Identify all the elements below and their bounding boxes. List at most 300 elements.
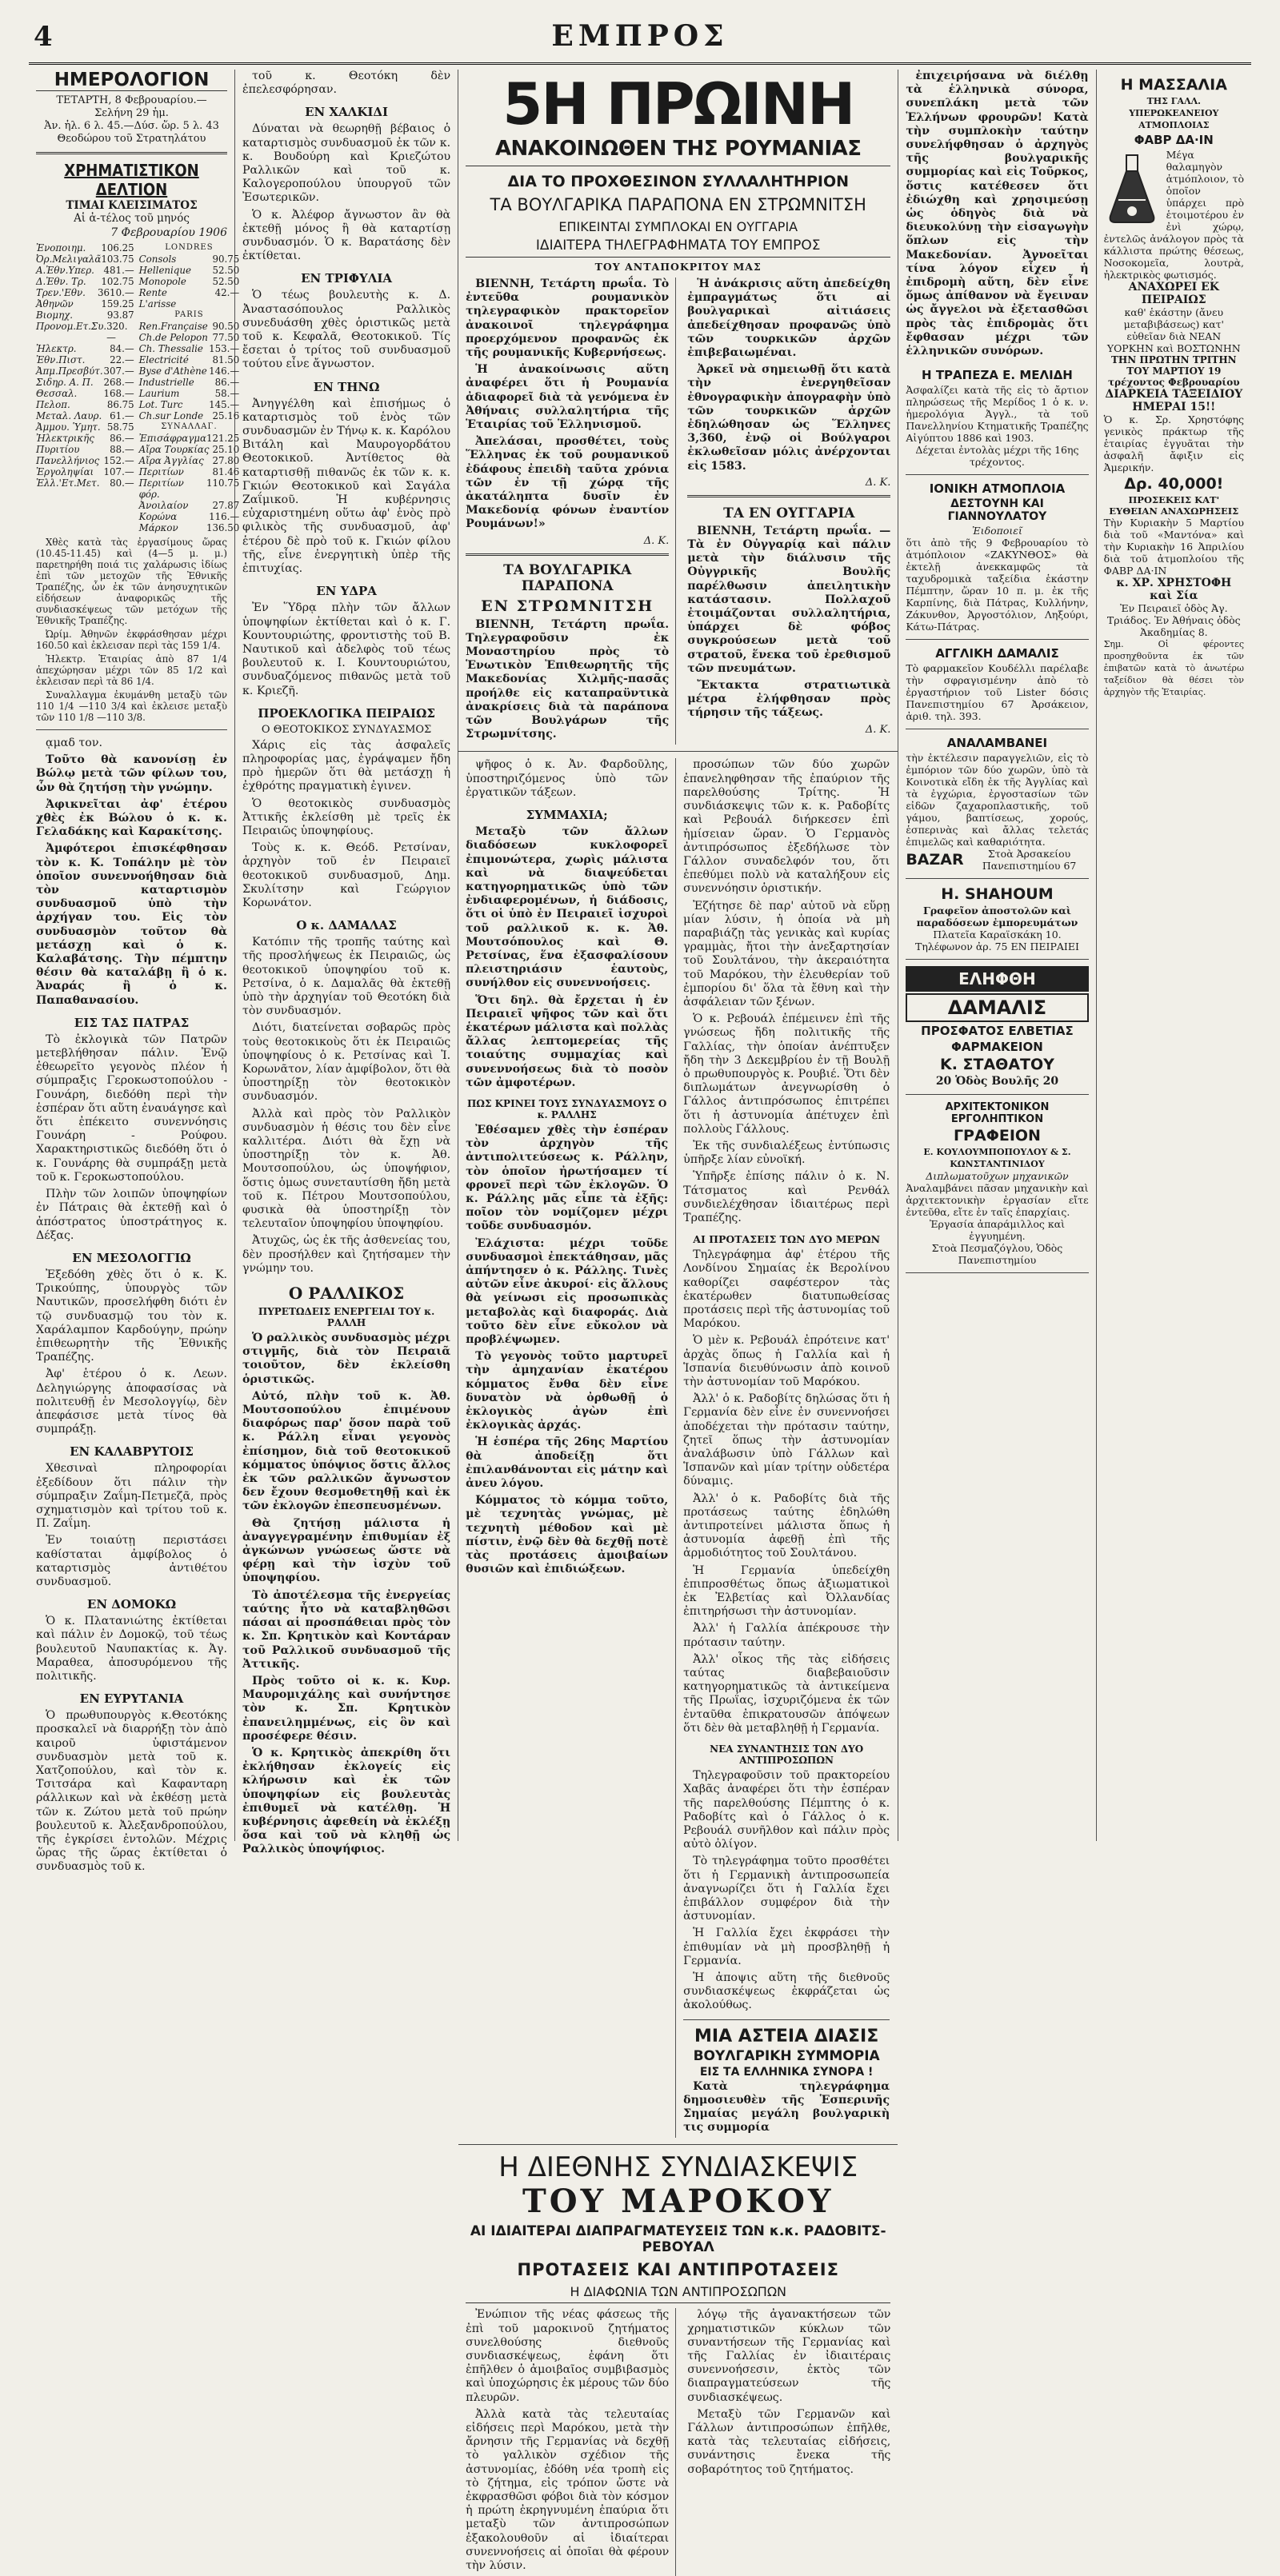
column-4 bbox=[676, 758, 897, 2138]
price-row bbox=[36, 265, 134, 276]
ad-price: Δρ. 40,000! bbox=[1124, 475, 1224, 493]
price-row bbox=[139, 254, 240, 265]
paragraph: Ἀνηγγέλθη καὶ ἐπισήμως ὁ καταρτισμὸς τοῦ ἑνὸς τῶν συνδυασμῶν ἐν Τήνῳ κ. κ. Καρόλου Βιτάλη καὶ Μαυρογορδάτου Θεοτοκικοῦ. Ἀντίθετος θὰ καταρτισθῇ πιθανῶς ἐκ τῶν κ. κ. Γκιών Θεοτοκικοῦ καὶ Σαγάλα Ζαΐμικοῦ. Ἡ κυβέρνησις εὐχαριστημένη οὕτω ἀφ' ἑνὸς πρὸ φιλικὸς τῆς συνδυασμοῦ, ἀφ' ἑτέρου δὲ πρὸ τοῦ κ. Γκιών φίλου τῆς, εἶνε ἐνεργητικὴ ὑπὲρ τῆς ἐπιτυχίας. bbox=[242, 397, 451, 576]
price-value: 77.50 bbox=[212, 332, 240, 343]
paragraph: Ὅτι δηλ. θὰ ἔρχεται ἡ ἐν Πειραιεῖ ψῆφος τῶν καὶ ὅτι ἑκατέρων μάλιστα καὶ πολλὰς ἄλλας λεπτομερείας τῆς τοιαύτης συμμαχίας καὶ συνεννοήσεως διὰ τὸ ποσὸν τῶν ἀμφοτέρων. bbox=[466, 993, 669, 1089]
ad-ionian-steamship bbox=[906, 475, 1088, 640]
price-row bbox=[139, 265, 240, 276]
ad-english-vaccine bbox=[906, 640, 1088, 729]
price-value: 145.— bbox=[209, 399, 240, 410]
price-value: 110.75 bbox=[206, 477, 240, 489]
price-value: 3610.— bbox=[98, 287, 134, 298]
price-row bbox=[139, 522, 240, 533]
morocco-story bbox=[458, 2151, 898, 2576]
price-value: 159.25 bbox=[101, 298, 134, 310]
paragraph: Τὸ ἐκλογικὰ τῶν Πατρῶν μετεβλήθησαν πάλιν. Ἐνῷ ἐθεωρεῖτο γεγονὸς πλέον ἡ σύμπραξις Γεροκωστοπούλου - Γουνάρη, διεδόθη περὶ τὴν ἑσπέραν ὅτι αὕτη ἐναυάγησε καὶ ὅτι ἐπέκειτο συνεννόησις Γουνάρη - Ρούφου. Χαρακτηριστικῶς διεδόθη ὅτι ὁ κ. Γουνάρης θὰ συμπράξῃ μετὰ τοῦ κ. Γεροκωστοπούλου. bbox=[36, 1032, 227, 1184]
price-label: Ἀπμ.Πρεσβύτ. bbox=[36, 365, 103, 377]
divider bbox=[466, 553, 669, 556]
price-row bbox=[36, 276, 134, 287]
price-value: 52.50 bbox=[212, 276, 240, 287]
price-column-right bbox=[139, 242, 240, 533]
ad-title: ΓΡΑΦΕΙΟΝ bbox=[953, 1127, 1041, 1145]
morocco-left bbox=[466, 2308, 676, 2576]
price-value: 86.75 bbox=[106, 399, 134, 410]
ad-title: ΕΛΗΦΘΗ bbox=[906, 966, 1088, 992]
price-row bbox=[139, 354, 240, 365]
paragraph: Χάρις εἰς τὰς ἀσφαλεῖς πληροφορίας μας, ἐγράψαμεν ἤδη πρὸ ἡμερῶν ὅτι θὰ μετάσχῃ ἡ ἐχθρότης πραγματικὴ ἐγινεν. bbox=[242, 738, 451, 793]
paragraph: τοῦ κ. Θεοτόκη δὲν ἐπελεσφόρησαν. bbox=[242, 70, 451, 97]
price-label: Ἐργοληψίαι bbox=[36, 466, 94, 477]
middle-region bbox=[458, 758, 898, 2138]
paragraph: Ὁ κ. Ἀλέφορ ἄγνωστον ἂν θὰ ἐκτεθῇ μόνος ἢ θὰ καταρτίσῃ συνδυασμόν. Ὁ κ. Βαρατάσης δὲν ἐκτίθεται. bbox=[242, 208, 451, 263]
morocco-body bbox=[466, 2308, 890, 2576]
ad-text: Ἀναλαμβάνει πᾶσαν μηχανικὴν καὶ ἀρχιτεκτονικὴν ἐργασίαν εἴτε ἐντεῦθα, εἴτε ἐν ταῖς ἐπαρχίαις. bbox=[906, 1182, 1089, 1219]
calendar-title: ΗΜΕΡΟΛΟΓΙΟΝ bbox=[36, 70, 227, 91]
ad-title: ΠΡΟΣΦΑΤΟΣ ΕΛΒΕΤΙΑΣ bbox=[921, 1024, 1074, 1039]
price-label: Ren.Française bbox=[138, 321, 208, 332]
section-heading: Ο κ. ΔΑΜΑΛΑΣ bbox=[296, 918, 397, 933]
price-row bbox=[139, 388, 240, 399]
paragraph: Ἡ ἑσπέρα τῆς 26ης Μαρτίου θὰ ἀποδείξῃ ὅτι ἐπιλανθάνονται εἰς μάτην καὶ ἀνευ λόγου. bbox=[466, 1436, 669, 1491]
lead-headline: 5Η ΠΡΩΙΝΗ bbox=[502, 70, 854, 138]
price-label: Ἐθν.Πιστ. bbox=[36, 354, 86, 365]
ad-text: τὴν ἐκτέλεσιν παραγγελιῶν, εἰς τὸ ἐμπόριον τῶν δύο χωρῶν, ὑπὸ τὰ Κοινοτικὰ εἴδη ἐκ τῆς Ἀγγλίας καὶ τὰ ἐγχώρια, ἐργοστασίων τῶν εἰδῶν ζαχαροπλαστικῆς, τοῦ γάμου, βαπτίσεως, χορούς, ἑσπερινὰς καὶ ἄλλας τελετάς ἐπιμελῶς καὶ καθαριότητα. bbox=[906, 752, 1089, 849]
section-subheading: ΠΥΡΕΤΩΔΕΙΣ ΕΝΕΡΓΕΙΑΙ ΤΟΥ κ. ΡΑΛΛΗ bbox=[258, 1306, 435, 1329]
price-value: 307.— bbox=[103, 365, 134, 377]
paragraph: Ἡ Γαλλία ἔχει ἐκφράσει τὴν ἐπιθυμίαν νὰ μὴ προσβληθῇ ἡ Γερμανία. bbox=[683, 1927, 890, 1967]
ad-stathatou-pharmacy bbox=[906, 960, 1088, 1095]
paragraph: Ἐν Ὕδρᾳ πλὴν τῶν ἄλλων ὑποψηφίων ἐκτίθεται καὶ ὁ κ. Γ. Κουντουριώτης, φροντιστὴς τοῦ Β. Ναυτικοῦ καὶ ἀδελφὸς τοῦ τέως βουλευτοῦ κ. Ι. Κουντουριώτου, συνδυαζόμενος πιθανῶς μετὰ τοῦ κ. Κριεζῆ. bbox=[242, 601, 451, 697]
price-label: Α.Ἐθν.Υπερ. bbox=[36, 265, 94, 276]
paragraph: Τοῦτο θὰ κανονίσῃ ἐν Βώλῳ μετὰ τῶν φίλων του, ὧν θὰ ζητήσῃ τὴν γνώμην. bbox=[36, 753, 227, 794]
price-row bbox=[36, 310, 134, 321]
section-heading: ΕΝ ΧΑΛΚΙΔΙ bbox=[305, 105, 389, 120]
price-label: Ch.de Pelopon bbox=[138, 332, 208, 343]
paragraph: Ὑπῆρξε ἐπίσης πάλιν ὁ κ. Ν. Τάτσματος καὶ Ρενθάλ συνδιελέχθησαν ἰδιαιτέρως περὶ Τραπέζης. bbox=[683, 1170, 890, 1224]
ad-text: Διπλωματοῦχων μηχανικῶν bbox=[926, 1170, 1069, 1183]
paragraph: Ὁ κ. Κρητικὸς ἀπεκρίθη ὅτι ἐκλήθησαν ἐκλογείς εἰς κλήρωσιν καὶ ἐκ τῶν ὑποψηφίων εἰς βουλευτὰς ἐπιθυμεῖ νὰ κατέλθῃ. Ἡ κυβέρνησις ἀφεθείη νὰ ἐκλέξῃ ὅσα καὶ τοῦ νὰ κληθῇ ὡς Ραλλικὸς ὑποψήφιος. bbox=[242, 1746, 451, 1856]
price-value: 103.75 bbox=[101, 254, 134, 265]
paragraph: Κόμματος τὸ κόμμα τοῦτο, μὲ τεχνητὰς γνώμας, μὲ τεχνητὴ μέθοδον καὶ μὲ πίστιν, ἐνῷ δὲν θὰ δεχθῇ ποτὲ τὰς προτάσεις ἀμοιβαίων θυσιῶν καὶ ἐπιδιώξεων. bbox=[466, 1494, 669, 1576]
price-label: Αἴρα Τουρκίας bbox=[138, 444, 210, 455]
divider bbox=[683, 2019, 890, 2020]
paragraph: ΒΙΕΝΝΗ, Τετάρτη πρωΐα. Τηλεγραφοῦσιν ἐκ Μοναστηρίου πρὸς τὸ Ἑνωτικὸν Ἐπιθεωρητῆς τῆς Μακεδονίας Χιλμῆς-πασᾶς προήλθε εἰς καταπραϋντικὰ ἀνακρίσεις διὰ τὰ παράπονα τῶν Βουλγάρων τῆς Στρωμνίτσης. bbox=[466, 617, 670, 741]
paragraph: Πρὸς τοῦτο οἱ κ. κ. Κυρ. Μαυρομιχάλης καὶ συνήντησε τὸν κ. Σπ. Κρητικὸν ἐπανειλημμένως, εἰς ὃν καὶ προσέφερε θέσιν. bbox=[242, 1674, 451, 1743]
price-label: Electricité bbox=[138, 354, 189, 365]
price-row bbox=[36, 365, 134, 377]
price-label: Rente bbox=[138, 287, 167, 298]
paragraph: Ὁ κ. Πλατανιώτης ἐκτίθεται καὶ πάλιν ἐν Δομοκῷ, τοῦ τέως βουλευτοῦ Ναυπακτίας κ. Ἀγ. Μαραθεα, ἀποσυρόμενου τῆς πολιτικῆς. bbox=[36, 1615, 227, 1683]
section-heading: ΕΝ ΔΟΜΟΚΩ bbox=[86, 1597, 177, 1612]
lead-headline-2: ΑΝΑΚΟΙΝΩΘΕΝ ΤΗΣ ΡΟΥΜΑΝΙΑΣ bbox=[466, 137, 890, 166]
paragraph: Αὐτό, πλὴν τοῦ κ. Ἀθ. Μουτσοπούλου ἐπιμένουν διαφόρως παρ' ὅσον παρὰ τοῦ κ. Ράλλη εἶναι γεγονὸς ἐπίσημον, διὰ τοῦ θεοτοκικοῦ κόμματος ὑπόψιος ὅστις ἄλλος ἐκ τῶν ραλλικῶν ἄγνωστον δεν ἔχουν θεσμοθετηθῇ καὶ ἐκ τῶν ἐκλογῶν ἐπεσπευσμένων. bbox=[242, 1389, 451, 1513]
paragraph: Ἀμφότεροι ἐπισκέφθησαν τὸν κ. Κ. Τοπάλην μὲ τὸν ὁποῖον συνεννοήθησαν διὰ τὸν καταρτισμὸν συνδυασμοῦ ὑπὸ τὴν ἀρχήγαν του. Εἰς τὸν συνδυασμὸν τοῦτον θὰ μετάσχῃ καὶ ὁ κ. Καλαβάτσης. Τὴν πέμπτην θέσιν θὰ καταλάβῃ ἢ ὁ κ. Ἀναράς ἢ ὁ κ. Παπαθανασίου. bbox=[36, 842, 227, 1007]
paragraph: Πλὴν τῶν λοιπῶν ὑποψηφίων ἐν Πάτραις θὰ ἐκτεθῇ καὶ ὁ ἀπόστρατος ὑποστράτηγος κ. Δέξας. bbox=[36, 1188, 227, 1242]
bulletin-note: Συναλλαγμα ἐκυμάνθη μεταξὺ τῶν 110 1/4 —110 3/4 καὶ ἐκλεισε μεταξὺ τῶν 110 1/8 —110 3/8. bbox=[36, 689, 227, 723]
paragraph: Κατὰ τηλεγράφημα δημοσιευθὲν τῆς Ἑσπερινῆς Σημαίας μεγάλη βουλγαρικὴ τις συμμορία bbox=[683, 2079, 890, 2135]
lead-body bbox=[466, 278, 890, 745]
price-value: 25.16 bbox=[212, 410, 240, 421]
ad-text: Γραφεῖον ἀποστολῶν καὶ παραδόσεων ἐμπορευμάτων bbox=[916, 905, 1078, 929]
paragraph: προσώπων τῶν δύο χωρῶν ἐπανεληφθησαν τῆς ἐπαύριον τῆς παρελθούσης Τρίτης. Ἡ συνδιάσκεψις τῶν κ. κ. Ραδοβίτς καὶ Ρεβουάλ διήρκεσεν ἐπὶ ἡμίσειαν ὥραν. Ὁ Γερμανὸς ἀντιπρόσωπος ἐξεδήλωσε τὸν Γάλλον συναδελφόν του, ὅτι ἐπεθύμει πολὺ νὰ καταλήξουν εἰς συνεννόησιν ὁριστικήν. bbox=[683, 758, 890, 896]
price-row bbox=[36, 287, 134, 298]
bulletin-sub-2: Αἱ ἀ-τέλος τοῦ μηνός bbox=[74, 212, 190, 225]
price-value: 93.87 bbox=[106, 310, 134, 321]
price-row bbox=[139, 511, 240, 522]
price-label: Μεταλ. Λαυρ. bbox=[36, 410, 102, 421]
price-value: 58.75 bbox=[106, 421, 134, 433]
price-header-paris: PARIS bbox=[174, 310, 204, 319]
paragraph: Ἀπελάσαι, προσθέτει, τοὺς Ἕλληνας ἐκ τοῦ ρουμανικοῦ ἐδάφους ἐπειδὴ ταῦτα χρόνια τῶν ἐν τῇ χώρᾳ τῆς ἀκατάληπτα δυσῖν ἐν Μακεδονίᾳ φόνων ἐναντίον Ρουμάνων!» bbox=[466, 435, 670, 531]
bulletin-sub-1: ΤΙΜΑΙ ΚΛΕΙΣΙΜΑΤΟΣ bbox=[66, 199, 198, 212]
ad-text: Ἐργασία ἀπαράμιλλος καὶ ἐγγυημένη. bbox=[929, 1218, 1066, 1243]
ad-title: BAZAR bbox=[906, 851, 964, 869]
paragraph: Τὸ τηλεγράφημα τοῦτο προσθέτει ὅτι ἡ Γερμανικὴ ἀντιπροσωπεία ἀναγνωρίζει ὅτι ἡ Γαλλία ἔχει ἐπιβάλλον συμφέρον διὰ τὴν ἀστυνομίαν. bbox=[683, 1855, 890, 1923]
price-value: 86.— bbox=[110, 433, 134, 444]
price-label: L'arisse bbox=[138, 298, 177, 310]
section-subheading: Ο ΘΕΟΤΟΚΙΚΟΣ ΣΥΝΔΥΑΣΜΟΣ bbox=[261, 723, 432, 736]
paragraph: Ἀλλ' ὁ κ. Ραδοβίτς δηλώσας ὅτι ἡ Γερμανία δὲν εἶνε ἐν συνεννοήσει ἀποδέχεται τὴν πρότασιν ταύτην, ζητεῖ ὅπως τὴν ἀστυνομίαν ἀναλάβωσιν ὑπὸ Γάλλων καὶ Ἱσπανῶν καὶ μίαν τρίτην οὐδετέρα δύναμις. bbox=[683, 1392, 890, 1488]
price-row bbox=[36, 410, 134, 421]
ad-text: ΠΡΟΣΕΚΕΙΣ ΚΑΤ' ΕΥΘΕΙΑΝ ΑΝΑΧΩΡΗΣΕΙΣ bbox=[1109, 494, 1239, 517]
ad-text: Ε. ΚΟΥΛΟΥΜΠΟΠΟΥΛΟΥ & Σ. ΚΩΝΣΤΑΝΤΙΝΙΔΟΥ bbox=[923, 1147, 1071, 1170]
morocco-headline-2: ΤΟΥ ΜΑΡΟΚΟΥ bbox=[522, 2183, 834, 2221]
paragraph: Ὁ θεοτοκικὸς συνδυασμὸς Ἀττικῆς ἐκλείσθη μὲ τρεῖς ἐκ Πειραιῶς ὑποψηφίους. bbox=[242, 797, 451, 837]
price-value: 25.10 bbox=[212, 444, 240, 455]
paragraph: ψῆφος ὁ κ. Ἀν. Φαρδοῦλης, ὑποστηριζόμενος ὑπὸ τῶν ἐργατικῶν τάξεων. bbox=[466, 758, 669, 799]
paragraph: Ὁ ραλλικὸς συνδυασμὸς μέχρι στιγμῆς, διὰ τὸν Πειραιᾶ τοιοῦτον, δὲν ἐκλείσθη ὁριστικῶς. bbox=[242, 1332, 451, 1386]
morocco-headline-5: Η ΔΙΑΦΩΝΙΑ ΤΩΝ ΑΝΤΙΠΡΟΣΩΠΩΝ bbox=[466, 2284, 890, 2303]
ad-melidi-bank bbox=[906, 361, 1088, 475]
signature: Δ. Κ. bbox=[865, 476, 891, 489]
price-label: Ἠλεκτρ. bbox=[36, 343, 77, 354]
price-value: 90.50 bbox=[212, 321, 240, 332]
morocco-right bbox=[687, 2308, 890, 2576]
price-value: 80.— bbox=[110, 477, 134, 489]
price-value: 90.75 bbox=[212, 254, 240, 265]
price-label: Ἐπισάφραγμα bbox=[138, 433, 206, 444]
section-heading: ΤΑ ΒΟΥΛΓΑΡΙΚΑ ΠΑΡΑΠΟΝΑ bbox=[503, 561, 632, 594]
paragraph: Μεταξὺ τῶν Γερμανῶν καὶ Γάλλων ἀντιπροσώπων ἐπῆλθε, κατὰ τὰς τελευταίας εἰδήσεις, συνάντησις ἔνεκα τῆς σοβαρότητος τοῦ ζητήματος. bbox=[687, 2407, 891, 2476]
paragraph: Τὸ ἀποτέλεσμα τῆς ἐνεργείας ταύτης ἦτο νὰ καταβληθῶσι πάσαι αἱ προσπάθειαι πρὸς τὸν κ. Σπ. Κρητικὸν καὶ Κοντάραν τοῦ Ραλλικοῦ συνδυασμοῦ τῆς Ἀττικῆς. bbox=[242, 1588, 451, 1671]
ad-text: Στοὰ Ἀρσακείου Πανεπιστημίου 67 bbox=[982, 848, 1077, 873]
price-label: Byse d'Athène bbox=[138, 365, 207, 377]
price-label: Περιτίων bbox=[138, 466, 184, 477]
price-label: Ἀθηνῶν bbox=[36, 298, 74, 310]
section-heading: ΤΑ ΕΝ ΟΥΓΓΑΡΙΑ bbox=[723, 505, 855, 521]
price-row bbox=[139, 500, 240, 511]
divider bbox=[36, 729, 227, 730]
ad-architecture-office bbox=[906, 1095, 1088, 1273]
ad-text: Ἐιδοποιεῖ bbox=[972, 525, 1022, 537]
price-row bbox=[139, 298, 240, 310]
section-heading: ΕΝ ΥΔΡΑ bbox=[316, 584, 377, 599]
price-value: 153.— bbox=[209, 343, 240, 354]
lead-right bbox=[687, 278, 890, 745]
ad-title: ΑΝΑΛΑΜΒΑΝΕΙ bbox=[946, 736, 1048, 751]
ad-text: Μέγα θαλαμηγὸν ἀτμόπλοιον, τὸ ὁποῖον ὑπάρχει πρὸ ἑτοιμοτέρου ἐν ἐνὶ χώρῳ, ἐντελῶς ἀνάλογον πρὸς τὰ κάλλιστα πρώτης θέσεως, Νοσοκομεῖα, λουτρὰ, ἠλεκτρικὸς φωτισμός. bbox=[1103, 149, 1244, 281]
price-value: 268.— bbox=[103, 377, 134, 388]
section-heading: ΑΙ ΠΡΟΤΑΣΕΙΣ ΤΩΝ ΔΥΟ ΜΕΡΩΝ bbox=[693, 1233, 881, 1246]
price-label: Θεσσαλ. bbox=[36, 388, 78, 399]
lead-headline-6: ΙΔΙΑΙΤΕΡΑ ΤΗΛΕΓΡΑΦΗΜΑΤΑ ΤΟΥ ΕΜΠΡΟΣ bbox=[466, 238, 890, 258]
price-value: 88.— bbox=[110, 444, 134, 455]
bulletin-title: ΧΡΗΜΑΤΙΣΤΙΚΟΝ ΔΕΛΤΙΟΝ bbox=[64, 161, 199, 199]
price-label: Μάρκον bbox=[138, 522, 178, 533]
ad-text: 20 Ὁδὸς Βουλῆς 20 bbox=[935, 1075, 1059, 1088]
price-value: 106.25 bbox=[101, 242, 134, 254]
ad-text: ΤΗΝ ΠΡΩΤΗΝ ΤΡΙΤΗΝ ΤΟΥ ΜΑΡΤΙΟΥ 19 τρέχοντος Φεβρουαρίου bbox=[1108, 354, 1240, 388]
paragraph: Τοὺς κ. κ. Θεόδ. Ρετσίναν, ἀρχηγὸν τοῦ ἐν Πειραιεῖ θεοτοκικοῦ συνδυασμοῦ, Δημ. Σκυλίτσην καὶ Γεώργιον Κορωνάτον. bbox=[242, 841, 451, 909]
price-row bbox=[36, 354, 134, 365]
bulletin-date: 7 Φεβρουαρίου 1906 bbox=[110, 226, 227, 239]
ad-title: Κ. ΣΤΑΘΑΤΟΥ bbox=[939, 1056, 1054, 1074]
price-row bbox=[139, 276, 240, 287]
paragraph: Τὸ γεγονὸς τοῦτο μαρτυρεῖ τὴν ἀμηχανίαν ἑκατέρου κόμματος ἔνθα δὲν εἶνε δυνατὸν νὰ ὀρθωθῇ ὁ ἐκλογικὸς ἀγὼν ἐπὶ ἐκλογικὰς ἀρχάς. bbox=[466, 1350, 669, 1432]
price-value: 116.— bbox=[209, 511, 240, 522]
bulletin-note: Ὠρίμ. Ἀθηνῶν ἐκφράσθησαν μέχρι 160.50 καὶ ἐκλεισαν περὶ τὰς 159 1/4. bbox=[36, 629, 227, 651]
paragraph: Ἀτυχῶς, ὡς ἐκ τῆς ἀσθενείας του, δὲν προσήλθεν καὶ ζητήσαμεν τὴν γνώμην του. bbox=[242, 1234, 451, 1275]
price-row bbox=[36, 343, 134, 354]
section-heading: ΕΝ ΣΤΡΩΜΝΙΤΣΗ bbox=[481, 597, 654, 615]
price-label: Ἀνοιλαίον bbox=[138, 500, 189, 511]
paragraph: Χθεσιναὶ πληροφορίαι ἐξεδίδουν ὅτι πάλιν τὴν σύμπραξιν Ζαΐμη-Πετμεζᾶ, πρὸς σχηματισμὸν καὶ τρίτου τοῦ κ. Π. Ζαΐμη. bbox=[36, 1462, 227, 1531]
lead-headline-7: ΤΟΥ ΑΝΤΑΠΟΚΡΙΤΟΥ ΜΑΣ bbox=[594, 261, 762, 273]
ad-title: ΦΑΒΡ ΔΑ·ΙΝ bbox=[1134, 133, 1214, 147]
section-heading: ΕΝ ΚΑΛΑΒΡΥΤΟΙΣ bbox=[70, 1444, 194, 1460]
price-row bbox=[139, 444, 240, 455]
ad-text: Ἀσφαλίζει κατὰ τῆς εἰς τὸ ἄρτιον πληρώσεως τῆς Μερίδος 1 ὁ κ. ν. ἡμερολόγια Ἀγγλ., τὰ τοῦ Πανελληνίου Κτηματικῆς Τραπέζης Αἰγύπτου 1886 καὶ 1903. bbox=[906, 384, 1089, 445]
section-heading: ΠΩΣ ΚΡΙΝΕΙ ΤΟΥΣ ΣΥΝΔΥΑΣΜΟΥΣ Ο κ. ΡΑΛΛΗΣ bbox=[466, 1097, 667, 1120]
section-heading: ΕΝ ΤΡΙΦΥΛΙΑ bbox=[301, 271, 393, 286]
column-6 bbox=[1097, 70, 1251, 1841]
column-5 bbox=[898, 70, 1096, 1841]
price-row bbox=[36, 399, 134, 410]
paragraph: Ἐξεδόθη χθὲς ὅτι ὁ κ. Κ. Τρικούπης, ὑπουργὸς τῶν Ναυτικῶν, προσελήφθη διότι ἐν τῷ συνδυασμῷ του τὸν κ. Χαράλαμπον Καρδούγην, πρώην ἐπιθεωρητὴν τῆς Ἐθνικῆς Τραπέζης. bbox=[36, 1268, 227, 1364]
paragraph: Ἀλλ' οἶκος τῆς τὰς εἰδήσεις ταύτας διαβεβαιοῦσιν κατηγορηματικῶς τὰ ἀντικείμενα τῆς Πρωΐας, ἰσχυριζόμενα ἐκ τῶν ἐνταῦθα ἐπικρατουσῶν ἀπόψεων ὅτι δὲν θὰ μεταβληθῇ ἡ Γερμανία. bbox=[683, 1652, 890, 1735]
paragraph: Ἀλλὰ καὶ πρὸς τὸν Ραλλικὸν συνδυασμὸν ἡ θέσις του δὲν εἶνε καλλιτέρα. Διότι θὰ ἔχῃ νὰ ὑποστηρίξῃ τὸν κ. Ἀθ. Μουτσοπούλου, ὡς ὑποψήφιον, ὅστις ὁμως συνεταυτίσθη ἤδη μετὰ τοῦ κ. Πέτρου Μουτσοπούλου, φυσικὰ θὰ ὑποστηρίξῃ τὸν τελευταῖον ὑποψηφίου ὑποψηφίου. bbox=[242, 1107, 451, 1231]
price-value: 27.80 bbox=[212, 455, 240, 466]
paragraph: ᾳμαδ τον. bbox=[46, 737, 102, 749]
ad-text: καθ' ἑκάστην (ἄνευ μεταβιβάσεως) κατ' εὐθεῖαν διὰ ΝΕΑΝ ΥΟΡΚΗΝ καὶ ΒΟΣΤΩΝΗΝ bbox=[1106, 306, 1241, 354]
price-row bbox=[139, 332, 240, 343]
section-heading: ΜΙΑ ΑΣΤΕΙΑ ΔΙΑΣΙΣ bbox=[694, 2026, 879, 2047]
price-row bbox=[139, 287, 240, 298]
section-heading: ΝΕΑ ΣΥΝΑΝΤΗΣΙΣ ΤΩΝ ΔΥΟ ΑΝΤΙΠΡΟΣΩΠΩΝ bbox=[710, 1743, 864, 1767]
paragraph: Θὰ ζητήσῃ μάλιστα ἡ ἀναγγεγραμένην ἐπιθυμίαν ἐξ ἀγκώνων γνώσεως ὥστε νὰ φέρῃ καὶ τὴν ἰσχὺν τοῦ ὑποψηφίου. bbox=[242, 1516, 451, 1585]
price-row bbox=[139, 477, 240, 500]
price-row bbox=[36, 388, 134, 399]
section-heading: ΕΝ ΜΕΣΟΛΟΓΓΙΩ bbox=[72, 1250, 191, 1265]
price-label: Laurium bbox=[138, 388, 180, 399]
lead-headline-4: ΤΑ ΒΟΥΛΓΑΡΙΚΑ ΠΑΡΑΠΟΝΑ ΕΝ ΣΤΡΩΜΝΙΤΣΗ bbox=[490, 195, 866, 214]
price-group-london bbox=[139, 254, 240, 310]
paragraph: Ὁ τέως βουλευτὴς κ. Δ. Ἀναστασόπουλος Ραλλικὸς συνεδυάσθη χθὲς ὁριστικῶς μετὰ τοῦ κ. Κεφαλᾶ, Θεοτοκικοῦ. Τίς ἔσεται ὁ τρίτος τοῦ συνδυασμοῦ τούτου εἶνε ἄγνωστον. bbox=[242, 289, 451, 371]
ad-text: Ἐν Πειραιεῖ ὁδὸς Ἀγ. Τριάδος. Ἐν Ἀθήναις ὁδὸς Ἀκαδημίας 8. bbox=[1106, 602, 1241, 638]
price-label: Πελοπ. bbox=[36, 399, 70, 410]
paragraph: Ἡ ἀποψις αὕτη τῆς διεθνοῦς συνδιασκέψεως ἐκφράζεται ὡς ἀκολούθως. bbox=[683, 1971, 890, 2012]
price-label: Πανελλήνιος bbox=[36, 455, 100, 466]
price-group-paris bbox=[139, 321, 240, 421]
price-value: 136.50 bbox=[206, 522, 240, 533]
price-label: Ἑλλ.'Ετ.Μετ. bbox=[36, 477, 100, 489]
lead-story bbox=[458, 70, 898, 745]
price-value: 52.50 bbox=[212, 265, 240, 276]
price-row bbox=[36, 377, 134, 388]
price-column-left bbox=[36, 242, 134, 533]
price-label: Δ.Ἐθν. Τρ. bbox=[36, 276, 86, 287]
ad-text: Σημ. Οἱ φέροντες προσηχθοῦντα ἐκ τῶν ἐπιβατῶν κατὰ τὸ ἀνωτέρω ταξείδιον θὰ θέσει τὸν ἀρχηγὸν τῆς Ἑταιρίας. bbox=[1103, 639, 1244, 697]
paragraph: Ἡ ἀνάκρισις αὕτη ἀπεδείχθη ἐμπραγμάτως ὅτι αἱ βουλγαρικαὶ αἰτιάσεις ἀπεδείχθησαν προφανῶς ὑπὸ τῶν τουρκικῶν ἀρχῶν ἐπιβεβαιωμέναι. bbox=[687, 278, 891, 360]
price-value: 107.— bbox=[103, 466, 134, 477]
price-label: Προνομ.Ετ.Συ. bbox=[36, 321, 107, 332]
ad-title: ΙΟΝΙΚΗ ΑΤΜΟΠΛΟΙΑ bbox=[929, 481, 1066, 497]
ad-title: Η ΤΡΑΠΕΖΑ Ε. ΜΕΛΙΔΗ bbox=[922, 368, 1073, 383]
price-row bbox=[139, 343, 240, 354]
paragraph: Ὁ κ. Ρεβουάλ ἐπέμεινεν ἐπὶ τῆς γνώσεως ἤδη πολιτικῆς τῆς Γαλλίας, τὴν ὁποίαν ἀνέπτυξεν ἤδη τὴν 3 Δεκεμβρίου ἐν τῇ Βουλῇ ὁ πρωθυπουργὸς κ. Ρουβιέ. Ὅτι δὲν διπλωμάτων ἀνεγνωρίσθη ὁ Γάλλος ἀντιπρόσωπος ἐπιτρέπει ὅτι ἡ ἀστυνομία ἀπέτυχεν ἐπὶ πολλοὺς Γάλλους. bbox=[683, 1012, 890, 1136]
price-value: 27.87 bbox=[212, 500, 240, 511]
ad-text: ΑΝΑΧΩΡΕΙ ΕΚ ΠΕΙΡΑΙΩΣ bbox=[1128, 281, 1219, 306]
price-row bbox=[139, 466, 240, 477]
price-value: 320.— bbox=[106, 321, 128, 343]
price-label: Ἠλεκτρικῆς bbox=[36, 433, 94, 444]
price-row bbox=[36, 466, 134, 477]
price-row bbox=[36, 455, 134, 466]
price-value: 146.— bbox=[209, 365, 240, 377]
price-value: 102.75 bbox=[101, 276, 134, 287]
paragraph: Διότι, διατείνεται σοβαρῶς πρὸς τοὺς θεοτοκικοὺς ὅτι ἐκ Πειραιῶς ὑποψηφίους ὁ κ. Ρετσίνας καὶ Ἰ. Κορωνᾶτον, λίαν ἀμφίβολον, ὅτι θὰ ὑποστηρίξῃ τὸν θεοτοκικὸν συνδυασμόν. bbox=[242, 1021, 451, 1104]
price-label: Πυριτίου bbox=[36, 444, 80, 455]
columns bbox=[29, 70, 1251, 2573]
price-value: 121.25 bbox=[206, 433, 240, 444]
price-row bbox=[139, 365, 240, 377]
morocco-headline-4: ΠΡΟΤΑΣΕΙΣ ΚΑΙ ΑΝΤΙΠΡΟΤΑΣΕΙΣ bbox=[517, 2260, 839, 2280]
paragraph: Ἐλάχιστα: μέχρι τοῦδε συνδυασμοὶ ἐπεκτάθησαν, μᾶς ἀπήντησεν ὁ κ. Ράλλης. Τινὲς αὐτῶν εἶνε ἀκυροί· εἰς ἄλλους θὰ γείνωσι εἰς προσωπικὰς μεταβολὰς καὶ διαφοράς. Διὰ τοῦτο δὲν εἶνε εὔκολον νὰ προβλέψωμεν. bbox=[466, 1236, 669, 1346]
paragraph: ἐπιχειρήσανα νὰ διέλθῃ τὰ ἑλληνικὰ σύνορα, συνεπλάκη μετὰ τῶν Ἑλλήνων φρουρῶν! Κατὰ τὴν συμπλοκὴν ταύτην συνελήφθησαν ὁ ἀρχηγὸς τῆς βουλγαρικῆς συμμορίας καὶ εἰς Τοῦρκος, ὅστις κατέθεσεν ὅτι ἐδιώχθη καὶ χρησιμεύσῃ ὡς ὁδηγὸς διὰ νὰ διευκολύνῃ τὴν εἰσαγωγὴν ὅπλων εἰς τὴν Μακεδονίαν. Ἀγνοεῖται τίνα λόγον εἶχεν ἡ ἐπιδρομὴ αὕτη, δὲν εἶνε ὅμως ἀπίθανον νὰ ἔγειναν ὡς ἄγγελοι νὰ ἐξετασθῶσι πρὸς τὰς ἐπιδρομὰς ὅτι ἔφθασαν μέχρι τῶν ἑλληνικῶν συνόρων. bbox=[906, 70, 1089, 358]
bulletin-note: Ἠλεκτρ. Ἑταιρίας ἀπὸ 87 1/4 ἀπεχώρησαν μέχρι τῶν 85 1/2 καὶ ἐκλεισαν περὶ τὰ 86 1/4. bbox=[36, 653, 227, 687]
divider bbox=[36, 152, 227, 154]
paragraph: Ἐν τοιαύτῃ περιστάσει καθίσταται ἀμφίβολος ὁ καταρτισμὸς ἀντιθέτου συνδυασμοῦ. bbox=[36, 1534, 227, 1588]
paragraph: Ἐθέσαμεν χθὲς τὴν ἑσπέραν τὸν ἀρχηγὸν τῆς ἀντιπολιτεύσεως κ. Ράλλην, τὸν ὁποῖον ἠρωτήσαμεν τί φρονεῖ περὶ τῶν ἐκλογῶν. Ὁ κ. Ράλλης μᾶς εἶπε τὰ ἐξῆς: ποῖον τὸν νομίζομεν μέχρι τοῦδε συνδυασμόν. bbox=[466, 1123, 669, 1233]
section-heading: ΣΥΜΜΑΧΙΑ; bbox=[526, 808, 608, 823]
paragraph: ΒΙΕΝΝΗ, Τετάρτη πρωΐα. —Τὰ ἐν Οὐγγαρίᾳ καὶ πάλιν μετὰ τὴν διάλυσιν τῆς Οὐγγρικῆς Βουλῆς παρέλθωσιν ἀπειλητικὴν κατάστασιν. Πολλαχοῦ ἐτοιμάζονται συλλαλητήρια, ὑπάρχει δὲ φόβος συγκρούσεων μετὰ τοῦ στρατοῦ, ἕνεκα τοῦ ἐρεθισμοῦ τῶν πνευμάτων. bbox=[687, 524, 891, 675]
lead-headline-5: ΕΠΙΚΕΙΝΤΑΙ ΣΥΜΠΛΟΚΑΙ ΕΝ ΟΥΓΓΑΡΙΑ bbox=[558, 219, 798, 234]
section-heading: ΕΙΣ ΤΑ ΕΛΛΗΝΙΚΑ ΣΥΝΟΡΑ ! bbox=[699, 2065, 874, 2079]
morocco-headline-1: Η ΔΙΕΘΝΗΣ ΣΥΝΔΙΑΣΚΕΨΙΣ bbox=[498, 2151, 858, 2184]
paragraph: Δύναται νὰ θεωρηθῇ βέβαιος ὁ καταρτισμὸς συνδυασμοῦ ἐκ τῶν κ. κ. Βουδούρη καὶ Κριεζώτου Ραλλικῶν καὶ τοῦ κ. Καλογεροπούλου ὑπουργοῦ τῶν Ἐσωτερικῶν. bbox=[242, 122, 451, 205]
paragraph: Ἀλλὰ κατὰ τὰς τελευταίας εἰδήσεις περὶ Μαρόκου, μετὰ τὴν ἄρνησιν τῆς Γερμανίας νὰ δεχθῇ τὸ γαλλικὸν σχέδιον τῆς ἀστυνομίας, ἐδόθη νέα τροπὴ εἰς τὸ ζήτημα, εἰς τρόπον ὥστε νὰ ἐκφρασθῶσι φόβοι διὰ τὸν κόσμον ἡ πρώτη ἐκρηγνυμένη ἐπαύρια ὅτι μεταξὺ τῶν ἀντιπροσώπων ἐξακολουθοῦν αἱ ἰδιαίτεραι συνεννοήσεις αἱ ὁποῖαι θὰ φέρουν τὴν λύσιν. bbox=[466, 2407, 670, 2573]
price-row bbox=[36, 433, 134, 444]
ad-bazar-line bbox=[906, 848, 1088, 872]
signature: Δ. Κ. bbox=[643, 534, 670, 547]
divider bbox=[458, 751, 898, 752]
calendar-line-1: ΤΕΤΑΡΤΗ, 8 Φεβρουαρίου.— Σελήνη 29 ἡμ. bbox=[56, 94, 207, 119]
ad-text: Ὁ κ. Σρ. Χρηστόφης γενικὸς πράκτωρ τῆς ἑταιρίας ἐγγυᾶται τὴν ἀσφαλῆ ἄφιξιν εἰς Ἀμερικήν. bbox=[1103, 413, 1244, 473]
price-label: Αἴρα Ἀγγλίας bbox=[138, 455, 204, 466]
paragraph: Ἐνώπιον τῆς νέας φάσεως τῆς ἐπὶ τοῦ μαροκινοῦ ζητήματος συνελθούσης διεθνοῦς συνδιασκέψεως, ἐφάνη ὅτι ἐπῆλθεν ὁ ἀμοιβαῖος συμβιβασμὸς καὶ ὑποχώρησις ἐκ μέρους τῶν δύο πλευρῶν. bbox=[466, 2308, 670, 2404]
ad-text: ὅτι ἀπὸ τῆς 9 Φεβρουαρίου τὸ ἀτμόπλοιον «ΖΑΚΥΝΘΟΣ» θὰ ἐκτελῇ ἀνεκκαμφῶς τὰ ταχυδρομικὰ ταξείδια ἑκάστην Πέμπτην, ὥραν 10 π. μ. ἐκ τῆς Καρπίνης, διὰ Πάτρας, Κυλλήνην, Ζάκυνθον, Ἀργοστόλιον, Ληξούρι, Κάτω-Πάτρας. bbox=[906, 537, 1089, 633]
price-label: Lot. Turc bbox=[138, 399, 183, 410]
ad-title: ΑΓΓΛΙΚΗ ΔΑΜΑΛΙΣ bbox=[935, 646, 1059, 661]
ad-text: Δέχεται ἐντολὰς μέχρι τῆς 16ης τρέχοντος. bbox=[915, 444, 1079, 469]
price-value: 81.46 bbox=[212, 466, 240, 477]
ad-bazar bbox=[906, 729, 1088, 879]
ad-text: Πλατεῖα Καραϊσκάκη 10. Τηλέφωνον ἀρ. 75 ΕΝ ΠΕΙΡΑΙΕΙ bbox=[914, 929, 1079, 953]
paper-name: ΕΜΠΡΟΣ bbox=[551, 19, 729, 53]
price-label: Ὀρ.Μελιγαλᾶ bbox=[36, 254, 102, 265]
section-heading: Ο ΡΑΛΛΙΚΟΣ bbox=[288, 1284, 405, 1304]
calendar-line-2: Ἀν. ἡλ. 6 λ. 45.—Δύσ. ὥρ. 5 λ. 43 bbox=[44, 120, 219, 132]
price-value: 58.— bbox=[214, 388, 240, 399]
column-3 bbox=[458, 758, 676, 2138]
price-label: Βιομηχ. bbox=[36, 310, 74, 321]
paragraph: Ἐκ τῆς συνδιαλέξεως ἐντύπωσις ὑπῆρξε λίαν εὐνοϊκή. bbox=[683, 1139, 890, 1167]
paragraph: Ἀλλ' ἡ Γαλλία ἀπέκρουσε τὴν πρότασιν ταύτην. bbox=[683, 1622, 890, 1649]
price-row bbox=[36, 421, 134, 433]
calendar-line-3: Θεοδώρου τοῦ Στρατηλάτου bbox=[57, 133, 206, 145]
paragraph: Ὁ μὲν κ. Ρεβουάλ ἐπρότεινε κατ' ἀρχὰς ὅπως ἡ Γαλλία καὶ ἡ Ἱσπανία διευθύνωσιν ἀπὸ κοινοῦ τὴν ἀστυνομίαν τοῦ Μαρόκου. bbox=[683, 1334, 890, 1389]
section-heading: ΠΡΟΕΚΛΟΓΙΚΑ ΠΕΙΡΑΙΩΣ bbox=[258, 705, 435, 721]
divider bbox=[458, 2144, 898, 2145]
paragraph: Ἀφ' ἑτέρου ὁ κ. Λεων. Δεληγιώργης ἀποφασίσας νὰ πολιτευθῇ ἐν Μεσολογγίῳ, δὲν ἀπεφάσισε μετὰ τίνος θὰ συμπράξῃ. bbox=[36, 1368, 227, 1436]
page-number: 4 bbox=[34, 21, 53, 53]
paragraph: ΒΙΕΝΝΗ, Τετάρτη πρωΐα. Τὸ ἐντεῦθα ρουμανικὸν τηλεγραφικὸν πρακτορεῖον ἀνακοινοῖ τηλεγράφημα προερχόμενον προφανῶς ἐκ τῆς ρουμανικῆς Κυβερνήσεως. bbox=[466, 278, 670, 360]
price-label: Industrielle bbox=[138, 377, 194, 388]
price-header-exchange: ΣΥΝΑΛΛΑΓ. bbox=[161, 422, 218, 431]
flask-emblem-icon bbox=[1104, 152, 1160, 226]
price-value: 86.— bbox=[214, 377, 240, 388]
paragraph: Μεταξὺ τῶν ἄλλων διαδόσεων κυκλοφορεῖ ἐπιμονώτερα, χωρὶς μάλιστα καὶ νὰ διαψεύδεται κατηγορηματικῶς ὑπὸ τῶν ἐνδιαφερομένων, ἡ διάδοσις, ὅτι οἱ ὑπὸ ἐν Πειραιεῖ ἰσχυροὶ τοῦ ραλλικοῦ κ. κ. Ἀθ. Μουτσόπουλος καὶ Θ. Ρετσίνας, ἕνα ἐξασφαλίσουν πλειστηριάσιν ἑαυτοὺς, συνήλθον εἰς συνεννοήσεις. bbox=[466, 825, 669, 990]
paragraph: λόγῳ τῆς ἀγανακτήσεων τῶν χρηματιστικῶν κύκλων τῶν συναντήσεων τῆς Γερμανίας καὶ τῆς Γαλλίας ἐν ἰδιαιτέραις συνεννοήσεσιν, ἐκτὸς τῶν διαπραγματεύσεων τῆς συνδιασκέψεως. bbox=[687, 2308, 891, 2404]
ad-text: ΤΗΣ ΓΑΛΛ. ΥΠΕΡΩΚΕΑΝΕΙΟΥ ΑΤΜΟΠΛΟΙΑΣ bbox=[1129, 96, 1219, 130]
price-row bbox=[36, 321, 134, 343]
lead-headline-3: ΔΙΑ ΤΟ ΠΡΟΧΘΕΣΙΝΟΝ ΣΥΛΛΑΛΗΤΗΡΙΟΝ bbox=[507, 173, 850, 190]
price-value: 81.50 bbox=[212, 354, 240, 365]
price-row bbox=[139, 399, 240, 410]
paragraph: Τηλεγραφοῦσιν τοῦ πρακτορείου Χαβᾶς ἀναφέρει ὅτι τὴν ἑσπέραν τῆς παρελθούσης Πέμπτης ὁ κ. Ραδοβίτς καὶ ὁ Γάλλος ὁ κ. Ρεβουάλ συνῆλθον καὶ πάλιν πρὸς αὐτὸ ὀλίγον. bbox=[683, 1769, 890, 1851]
paragraph: Ἀλλ' ὁ κ. Ραδοβίτς διὰ τῆς προτάσεως ταύτης ἐδηλώθη ἀντιπροτείνει μάλιστα ὅπως ἡ ἀστυνομία ἀφεθῇ ἐπὶ τῆς ἀρμοδιότητος τοῦ Σουλτάνου. bbox=[683, 1492, 890, 1560]
price-group-exchange bbox=[139, 433, 240, 533]
center-region bbox=[458, 70, 898, 2573]
column-1 bbox=[29, 70, 240, 1874]
price-row bbox=[36, 444, 134, 455]
ad-massalia bbox=[1104, 70, 1244, 705]
price-label: Consols bbox=[138, 254, 177, 265]
price-row bbox=[36, 477, 134, 489]
ad-shahoum bbox=[906, 879, 1088, 960]
ad-title: ΔΕΣΤΟΥΝΗ ΚΑΙ ΓΙΑΝΝΟΥΛΑΤΟΥ bbox=[947, 497, 1047, 524]
paragraph: Ἡ ἀνακοίνωσις αὕτη ἀναφέρει ὅτι ἡ Ρουμανία ἀδιαφορεῖ διὰ τὰ γενόμενα ἐν Ἀθήναις συλλαλητήρια τῆς Ἑταιρίας τοῦ Ἑλληνισμοῦ. bbox=[466, 363, 670, 432]
ad-text: Τὴν Κυριακὴν 5 Μαρτίου διὰ τοῦ «Μαντόνα» καὶ τὴν Κυριακὴν 16 Ἀπριλίου διὰ τοῦ ἀτμοπλοίου τῆς ΦΑΒΡ ΔΑ·ΙΝ bbox=[1103, 517, 1244, 577]
ad-title: ΑΡΧΙΤΕΚΤΟΝΙΚΟΝ ΕΡΓΟΛΗΠΤΙΚΟΝ bbox=[945, 1101, 1050, 1126]
price-value: 84.— bbox=[110, 343, 134, 354]
paragraph: Ἀφικνεῖται ἀφ' ἑτέρου χθὲς ἐκ Βώλου ὁ κ. κ. Γελαδάκης καὶ Καρακίτσης. bbox=[36, 797, 227, 839]
price-label: Ἐνοποιημ. bbox=[36, 242, 86, 254]
price-value: 61.— bbox=[110, 410, 134, 421]
ad-text: Τὸ φαρμακεῖον Κουδέλλι παρέλαβε τὴν σφραγισμένην ἀπὸ τὸ ἐργαστήριον τοῦ Lister δόσις Πανεπιστημίου 67 Ἀρσάκειον, ἀριθ. τηλ. 393. bbox=[906, 662, 1089, 723]
paragraph: Ἡ Γερμανία ὑπεδείχθη ἐπιπροσθέτως ὅπως ἀξιωματικοὶ ἐκ Ἐλβετίας καὶ Ὀλλανδίας ἐπιτηρήσωσι τὴν ἀστυνομίαν. bbox=[683, 1564, 890, 1619]
ad-title: ΔΑΜΑΛΙΣ bbox=[906, 993, 1088, 1022]
price-label: Σιδηρ. Α. Π. bbox=[36, 377, 94, 388]
paragraph: Ἔκτακτα στρατιωτικὰ μέτρα ἐλήφθησαν πρὸς τήρησιν τῆς τάξεως. bbox=[687, 679, 891, 720]
price-row bbox=[36, 254, 134, 265]
price-row bbox=[139, 410, 240, 421]
ad-title: ΦΑΡΜΑΚΕΙΟΝ bbox=[951, 1040, 1043, 1055]
section-heading: ΕΝ ΕΥΡΥΤΑΝΙΑ bbox=[79, 1691, 184, 1707]
masthead bbox=[29, 14, 1251, 65]
price-row bbox=[139, 377, 240, 388]
price-header-london: LONDRES bbox=[165, 243, 214, 252]
